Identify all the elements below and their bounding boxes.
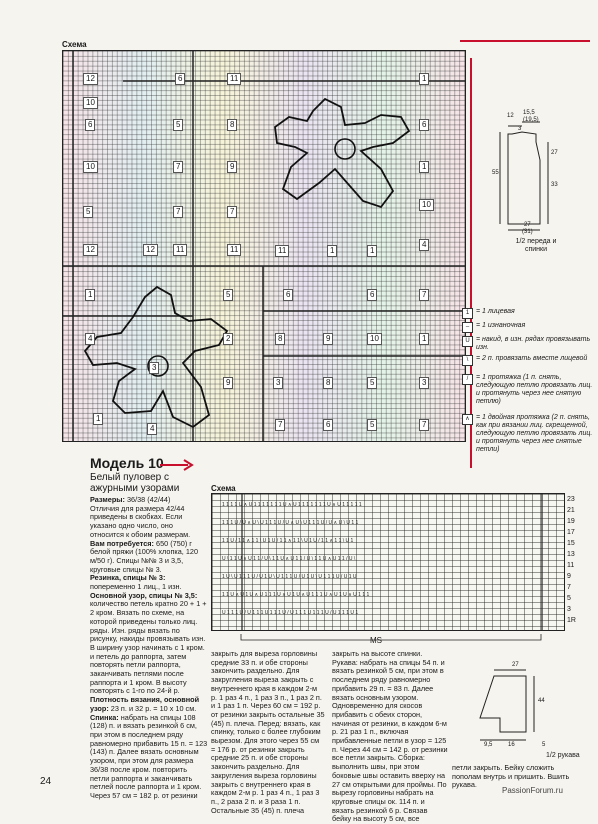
legend-symbol: 1 <box>462 308 473 319</box>
grid-number: 3 <box>149 362 159 374</box>
measure-label: 12 <box>507 113 514 119</box>
grid-number: 5 <box>367 419 377 431</box>
text-column-3: закрыть на высоте спинки. Рукава: набрать на спицы 54 п. и вязать резинкой 5 см, при этом в последнем ряду равномерно прибавить 29 п. = 83 п. Далее вязать основным узором. Одновременно для скосов прибавить с обеих сторон, начиная от резинки, в каждом 6-м р. 21 раз 1 п., включая прибавленные петли в узор = 125 п. Через 44 см = 142 р. от резинки все петли закрыть. Сборка: выполнить швы, при этом боковые швы оставить вверху на 27 см открытыми для проймы. По вырезу горловины набрать на круговые спицы ок. 114 п. и вязать резинкой 6 р. Связав бейку на высоту 5 см, все <box>332 649 448 824</box>
svg-text:1 U \ U 1 1 1 U / U 1 U \ U 1: 1 U \ U 1 1 1 U / U 1 U \ U 1 1 1 U / U 1 U \ U 1 1 1 U / U 1 U <box>222 574 357 580</box>
grid-number: 7 <box>419 419 429 431</box>
chart-heading: Схема <box>62 40 87 49</box>
page-number: 24 <box>40 776 52 787</box>
model-title: Модель 10 <box>90 455 164 471</box>
svg-text:U \ 1 1 U ∧ U 1 1 / U \ 1 1 U: U \ 1 1 U ∧ U 1 1 / U \ 1 1 U ∧ U 1 1 / U \ 1 1 U ∧ U 1 1 / U \ <box>222 556 356 562</box>
grid-number: 5 <box>367 377 377 389</box>
grid-number: 8 <box>227 119 237 131</box>
row-number: 15 <box>567 540 575 547</box>
row-number: 13 <box>567 551 575 558</box>
legend-symbol: \ <box>462 355 473 366</box>
title-arrow-icon <box>160 458 194 472</box>
text-column-4: петли закрыть. Бейку сложить пополам внутрь и пришить. Вшить рукава. <box>452 763 570 790</box>
measure-label: 55 <box>492 170 499 176</box>
small-chart-heading: Схема <box>211 484 236 493</box>
row-number: 7 <box>567 584 571 591</box>
legend-item: 1 = 1 лицевая <box>476 308 594 316</box>
measure-label: 3 <box>518 126 522 132</box>
legend-item: \ = 2 п. провязать вместе лицевой <box>476 355 594 363</box>
measure-label: 27 <box>524 222 531 228</box>
svg-text:U 1 1 1 U / U 1 1 1 U 1 1 1 U: U 1 1 1 U / U 1 1 1 U 1 1 1 U / U 1 1 1 U 1 1 1 U / U 1 1 1 U 1 <box>222 610 359 616</box>
legend-symbol: U <box>462 336 473 347</box>
row-number: 3 <box>567 606 571 613</box>
sleeve-measurement-diagram <box>460 660 570 760</box>
grid-number: 11 <box>227 244 241 256</box>
row-number: 23 <box>567 496 575 503</box>
repeat-bracket <box>211 632 563 646</box>
measure-label: 44 <box>538 698 545 704</box>
text-column-2: закрыть для выреза горловины средние 33 п. и обе стороны закончить раздельно. Для закругления выреза закрыть с внутреннего края в каждом 2-м р. 1 раз 4 п., 1 раз 3 п., 1 раз 2 п. и 1 раз 1 п. Через 60 см = 192 р. от резинки закрыть остальные 35 (45) п. плеча. Перед: вязать, как спинку, только с более глубоким вырезом. Для этого через 55 см = 176 р. от резинки закрыть средние 25 п. и обе стороны закончить раздельно. Для закругления выреза горловины закрыть с внутреннего края в каждом 2-м р. 1 раз 4 п., 1 раз 3 п., 2 раза 2 п. и 3 раза 1 п. Остальные 35 (45) п. плеча <box>211 649 325 815</box>
legend-item: ∧ = 1 двойная протяжка (2 п. снять, как при вязании лиц. скрещенной, следующую петлю провязать лиц. и протянуть через нее снятые петли) <box>476 414 594 454</box>
measure-label: 33 <box>551 182 558 188</box>
grid-number: 8 <box>275 333 285 345</box>
svg-text:1 1 U ∧ U 1 U ∧ U 1 1 1 U ∧ U: 1 1 U ∧ U 1 U ∧ U 1 1 1 U ∧ U 1 U ∧ U 1 1 1 U ∧ U 1 U ∧ U 1 1 1 <box>222 592 370 598</box>
row-number: 19 <box>567 518 575 525</box>
grid-number: 6 <box>323 419 333 431</box>
svg-text:1 1 1 U / U ∧ U \ U 1 1 1 U /: 1 1 1 U / U ∧ U \ U 1 1 1 U / U ∧ U \ U 1 1 1 U / U ∧ U \ U 1 1 <box>222 520 359 526</box>
grid-number: 7 <box>275 419 285 431</box>
grid-number: 11 <box>275 245 289 257</box>
grid-number: 7 <box>173 161 183 173</box>
row-number: 9 <box>567 573 571 580</box>
legend-symbol: – <box>462 322 473 333</box>
grid-number: 1 <box>367 245 377 257</box>
grid-number: 5 <box>83 206 93 218</box>
row-number: 5 <box>567 595 571 602</box>
measure-label: (19,5) <box>523 117 539 123</box>
diagram-caption: 1/2 переда и спинки <box>515 238 557 253</box>
grid-number: 3 <box>273 377 283 389</box>
grid-number: 3 <box>419 377 429 389</box>
grid-number: 2 <box>223 333 233 345</box>
chart-overlay <box>63 51 465 441</box>
row-number: 17 <box>567 529 575 536</box>
measure-label: 15,5 <box>523 110 535 116</box>
repeat-label: MS <box>370 636 382 645</box>
grid-number: 10 <box>419 199 434 211</box>
grid-number: 6 <box>175 73 185 85</box>
measure-label: 27 <box>551 150 558 156</box>
svg-text:1 1 U / 1 1 ∧ 1 1 \ U 1 U / 1: 1 1 U / 1 1 ∧ 1 1 \ U 1 U / 1 1 ∧ 1 1 \ U 1 U / 1 1 ∧ 1 1 \ U 1 <box>222 538 354 544</box>
grid-number: 10 <box>83 161 98 173</box>
row-number: 21 <box>567 507 575 514</box>
grid-number: 1 <box>93 413 103 425</box>
knitting-chart <box>62 50 466 442</box>
grid-number: 6 <box>283 289 293 301</box>
accent-divider <box>470 58 472 468</box>
grid-number: 9 <box>223 377 233 389</box>
stitch-symbols <box>212 494 564 630</box>
grid-number: 7 <box>227 206 237 218</box>
diagram-caption: 1/2 рукава <box>546 752 580 759</box>
grid-number: 1 <box>419 333 429 345</box>
measure-label: 27 <box>512 662 519 668</box>
grid-number: 10 <box>83 97 98 109</box>
grid-number: 1 <box>85 289 95 301</box>
grid-number: 10 <box>367 333 382 345</box>
grid-number: 5 <box>223 289 233 301</box>
grid-number: 11 <box>173 244 187 256</box>
row-number: 11 <box>567 562 575 569</box>
grid-number: 6 <box>419 119 429 131</box>
grid-number: 6 <box>85 119 95 131</box>
measure-label: 16 <box>508 742 515 748</box>
svg-text:1 1 1 1 U ∧ U 1 1 1 1 1 1 1 U: 1 1 1 1 U ∧ U 1 1 1 1 1 1 1 U ∧ U 1 1 1 1 1 1 1 U ∧ U 1 1 1 1 1 <box>222 502 362 508</box>
grid-number: 1 <box>419 73 429 85</box>
grid-number: 12 <box>83 73 98 85</box>
grid-number: 8 <box>323 377 333 389</box>
grid-number: 1 <box>419 161 429 173</box>
text-column-1: Размеры: 36/38 (42/44) Отличия для размера 42/44 приведены в скобках. Если указано одно число, оно относится к обоим размерам. Вам потребуется: 650 (750) г белой пряжи (100% хлопка, 120 м/50 г). Спицы №№ 3 и 3,5, круговые спицы № 3. Резинка, спицы № 3: попеременно 1 лиц., 1 изн. Основной узор, спицы № 3,5: количество петель кратно 20 + 1 + 2 кром. Вязать по схеме, на которой приведены только лиц. ряды. Изн. ряды вязать по рисунку, накиды провязывать изн. В ширину узор начинать с 1 кром. и петель до раппорта, затем повторять петли раппорта, заканчивать петлями после раппорта и 1 кром. В высоту повторять с 1-го по 24-й р. Плотность вязания, основной узор: 23 п. и 32 р. = 10 x 10 см. Спинка: набрать на спицы 108 (128) п. и вязать резинкой 6 см, при этом в последнем ряду равномерно прибавить 15 п. = 123 (143) п. Далее вязать основным узором, при этом для размера 36/38 после кром. повторить петли раппорта и заканчивать петлей после раппорта и 1 кром. Через 57 см = 182 р. от резинки <box>90 495 208 800</box>
grid-number: 9 <box>323 333 333 345</box>
lace-stitch-chart <box>211 493 565 631</box>
grid-number: 4 <box>147 423 157 435</box>
grid-number: 6 <box>367 289 377 301</box>
grid-number: 5 <box>173 119 183 131</box>
legend-item: U = накид, в изн. рядах провязывать изн. <box>476 336 594 352</box>
grid-number: 9 <box>227 161 237 173</box>
accent-rule <box>460 40 590 42</box>
grid-number: 7 <box>173 206 183 218</box>
model-subtitle: Белый пуловер с ажурными узорами <box>90 472 180 494</box>
legend-symbol: ∧ <box>462 414 473 425</box>
grid-number: 11 <box>227 73 241 85</box>
measure-label: 5 <box>542 742 546 748</box>
measure-label: 9,5 <box>484 742 493 748</box>
site-watermark: PassionForum.ru <box>502 786 563 795</box>
measure-label: (31) <box>522 229 533 235</box>
grid-number: 4 <box>85 333 95 345</box>
grid-number: 12 <box>83 244 98 256</box>
legend-symbol: / <box>462 374 473 385</box>
row-number: 1R <box>567 617 576 624</box>
grid-number: 4 <box>419 239 429 251</box>
legend-item: – = 1 изнаночная <box>476 322 594 330</box>
grid-number: 1 <box>327 245 337 257</box>
legend-item: / = 1 протяжка (1 п. снять, следующую петлю провязать лиц. и протянуть через нее снятую петлю) <box>476 374 594 406</box>
grid-number: 7 <box>419 289 429 301</box>
grid-number: 12 <box>143 244 158 256</box>
